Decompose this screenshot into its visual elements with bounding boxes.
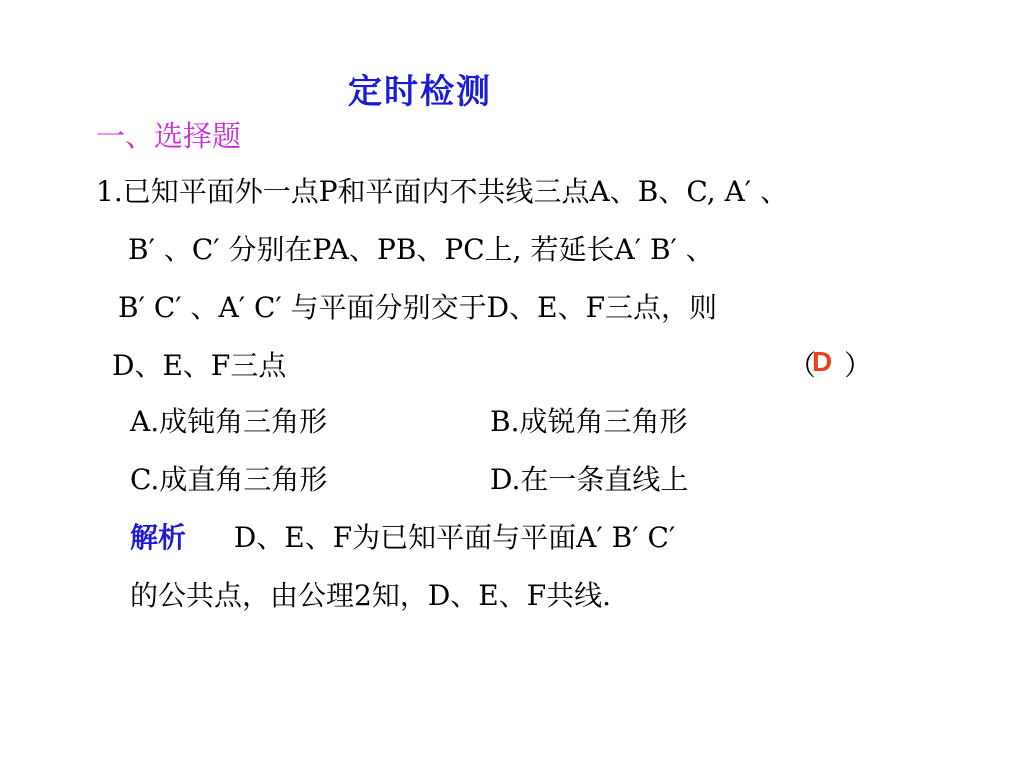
option-a: A.成钝角三角形 <box>130 405 328 438</box>
page-title: 定时检测 <box>348 72 492 112</box>
question-number: 1. <box>96 175 123 208</box>
question-line-4: D、E、F三点 <box>112 349 287 382</box>
option-d: D.在一条直线上 <box>490 463 689 496</box>
answer-paren-close: ） <box>844 349 873 382</box>
analysis-label: 解析 <box>130 521 187 554</box>
analysis-line-1 <box>130 516 675 556</box>
question-text-1: 已知平面外一点P和平面内不共线三点A、B、C, A′ 、 <box>122 175 789 208</box>
answer-paren-open: （ <box>788 349 817 382</box>
question-line-3: B′ C′ 、A′ C′ 与平面分别交于D、E、F三点，则 <box>118 291 717 324</box>
analysis-text-1: D、E、F为已知平面与平面A′ B′ C′ <box>233 521 676 554</box>
question-line-2: B′ 、C′ 分别在PA、PB、PC上, 若延长A′ B′ 、 <box>128 233 714 266</box>
section-heading: 一、选择题 <box>96 119 242 153</box>
question-line-1 <box>96 170 788 210</box>
option-c: C.成直角三角形 <box>130 463 328 496</box>
option-b: B.成锐角三角形 <box>490 405 688 438</box>
answer-value: D <box>812 346 833 377</box>
analysis-line-2: 的公共点，由公理2知，D、E、F共线. <box>130 579 612 612</box>
